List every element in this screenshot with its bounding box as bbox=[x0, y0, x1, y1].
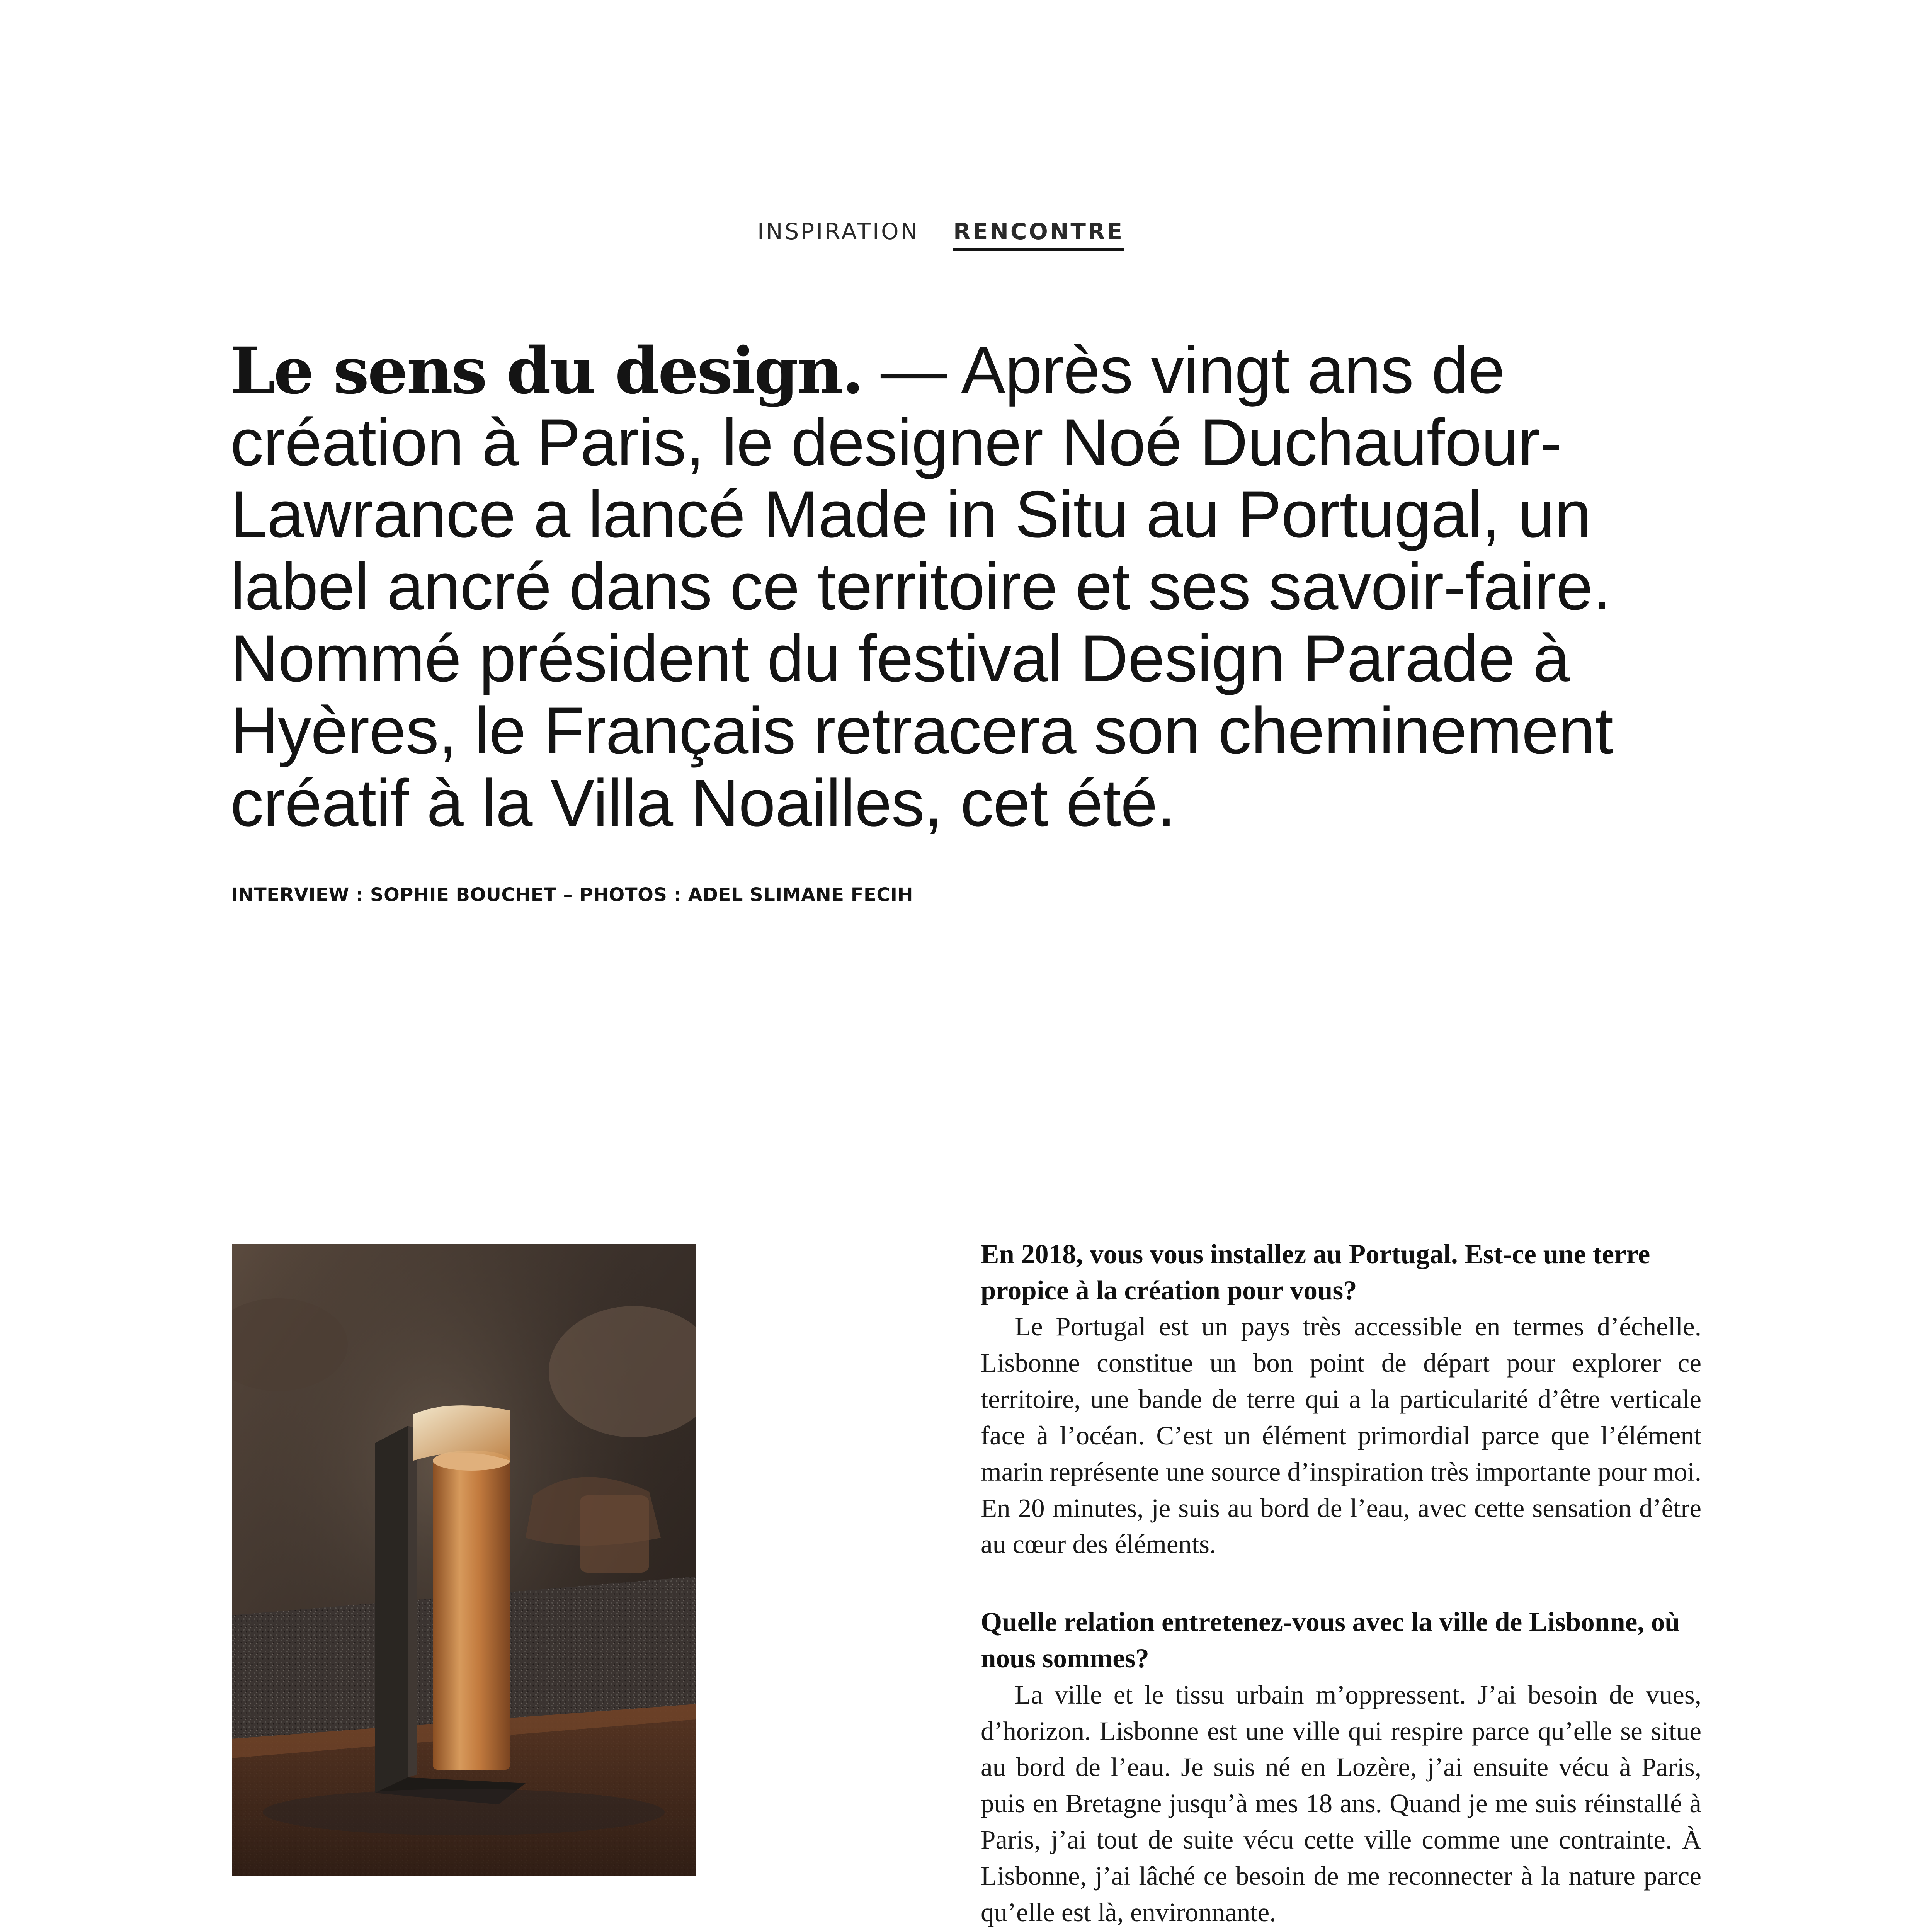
section-tag-rencontre[interactable]: RENCONTRE bbox=[953, 218, 1124, 251]
headline-lead: Le sens du design. bbox=[230, 333, 863, 408]
qa-block-1 bbox=[981, 1236, 1701, 1563]
headline-body: — Après vingt ans de création à Paris, le designer Noé Duchaufour-Lawrance a lancé Made in Situ au Portugal, un label ancré dans ce territoire et ses savoir-faire. Nommé président du festival Design Parade à Hyères, le Français retracera son cheminement créatif à la Villa Noailles, cet été. bbox=[230, 333, 1613, 840]
lamp-photo bbox=[232, 1244, 696, 1876]
qa-block-2 bbox=[981, 1604, 1701, 1930]
headline bbox=[230, 334, 1706, 839]
interview-answer: La ville et le tissu urbain m’oppressent. J’ai besoin de vues, d’horizon. Lisbonne est une ville qui respire parce qu’elle se situe au bord de l’eau. Je suis né en Lozère, j’ai ensuite vécu à Paris, puis en Bretagne jusqu’à mes 18 ans. Quand je me suis réinstallé à Paris, j’ai tout de suite vécu cette ville comme une contrainte. À Lisbonne, j’ai lâché ce besoin de me reconnecter à la nature parce qu’elle est là, environnante. bbox=[981, 1680, 1701, 1927]
interview-answer: Le Portugal est un pays très accessible en termes d’échelle. Lisbonne constitue un bon point de départ pour explorer ce territoire, une bande de terre qui a la particularité d’être verticale face à l’océan. C’est un élément primordial parce que l’élément marin représente une source d’inspiration très importante pour moi. En 20 minutes, je suis au bord de l’eau, avec cette sensation d’être au cœur des éléments. bbox=[981, 1312, 1701, 1559]
interview-question: Quelle relation entretenez-vous avec la ville de Lisbonne, où nous sommes? bbox=[981, 1607, 1680, 1673]
lamp-photo-illustration bbox=[232, 1244, 696, 1876]
interview-column bbox=[981, 1236, 1701, 1932]
section-nav bbox=[757, 218, 1182, 251]
section-tag-inspiration[interactable]: INSPIRATION bbox=[757, 218, 920, 245]
credits: INTERVIEW : SOPHIE BOUCHET – PHOTOS : ADEL SLIMANE FECIH bbox=[231, 884, 913, 906]
interview-question: En 2018, vous vous installez au Portugal. Est-ce une terre propice à la création pour vous? bbox=[981, 1239, 1650, 1306]
